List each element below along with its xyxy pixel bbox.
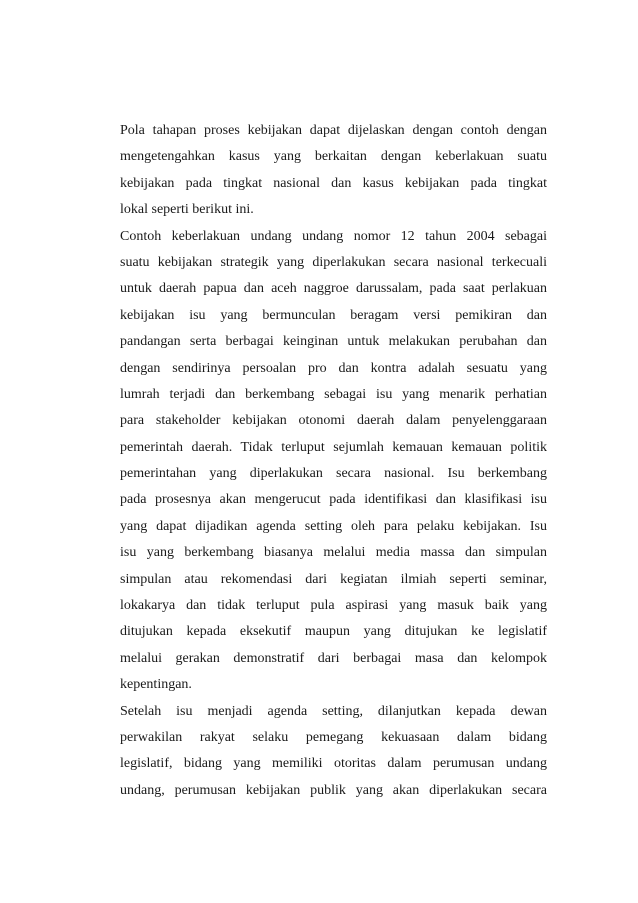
text-line: legislatif, bidang yang memiliki otoritas dalam perumusan undang — [120, 756, 547, 772]
text-line: lumrah terjadi dan berkembang sebagai isu yang menarik perhatian — [120, 386, 547, 402]
text-line: pemerintah daerah. Tidak terluput sejumlah kemauan kemauan politik — [120, 439, 547, 455]
paragraph — [120, 224, 547, 699]
text-line: para stakeholder kebijakan otonomi daerah dalam penyelenggaraan — [120, 413, 547, 429]
paragraph — [120, 699, 547, 805]
text-line: simpulan atau rekomendasi dari kegiatan ilmiah seperti seminar, — [120, 571, 547, 587]
text-line: mengetengahkan kasus yang berkaitan dengan keberlakuan suatu — [120, 149, 547, 165]
text-line: isu yang berkembang biasanya melalui media massa dan simpulan — [120, 545, 547, 561]
text-line: pada prosesnya akan mengerucut pada identifikasi dan klasifikasi isu — [120, 492, 547, 508]
text-line: dengan sendirinya persoalan pro dan kontra adalah sesuatu yang — [120, 360, 547, 376]
text-line: pemerintahan yang diperlakukan secara nasional. Isu berkembang — [120, 466, 547, 482]
text-line: pandangan serta berbagai keinginan untuk melakukan perubahan dan — [120, 334, 547, 350]
text-line: kebijakan pada tingkat nasional dan kasus kebijakan pada tingkat — [120, 175, 547, 191]
text-line: Pola tahapan proses kebijakan dapat dijelaskan dengan contoh dengan — [120, 123, 547, 138]
text-line: kepentingan. — [120, 677, 192, 693]
text-line: undang, perumusan kebijakan publik yang akan diperlakukan secara — [120, 782, 547, 798]
text-line: lokakarya dan tidak terluput pula aspirasi yang masuk baik yang — [120, 598, 547, 614]
text-line: melalui gerakan demonstratif dari berbagai masa dan kelompok — [120, 650, 547, 666]
text-line: untuk daerah papua dan aceh naggroe darussalam, pada saat perlakuan — [120, 281, 547, 297]
text-line: yang dapat dijadikan agenda setting oleh para pelaku kebijakan. Isu — [120, 518, 547, 534]
text-line: ditujukan kepada eksekutif maupun yang ditujukan ke legislatif — [120, 624, 547, 640]
text-line: kebijakan isu yang bermunculan beragam versi pemikiran dan — [120, 307, 547, 323]
text-line: Contoh keberlakuan undang undang nomor 12 tahun 2004 sebagai — [120, 228, 547, 244]
text-line: Setelah isu menjadi agenda setting, dilanjutkan kepada dewan — [120, 703, 547, 719]
text-line: suatu kebijakan strategik yang diperlakukan secara nasional terkecuali — [120, 254, 547, 270]
body-text — [120, 118, 547, 804]
paragraph — [120, 118, 547, 224]
text-line: lokal seperti berikut ini. — [120, 202, 254, 218]
text-line: perwakilan rakyat selaku pemegang kekuasaan dalam bidang — [120, 729, 547, 745]
